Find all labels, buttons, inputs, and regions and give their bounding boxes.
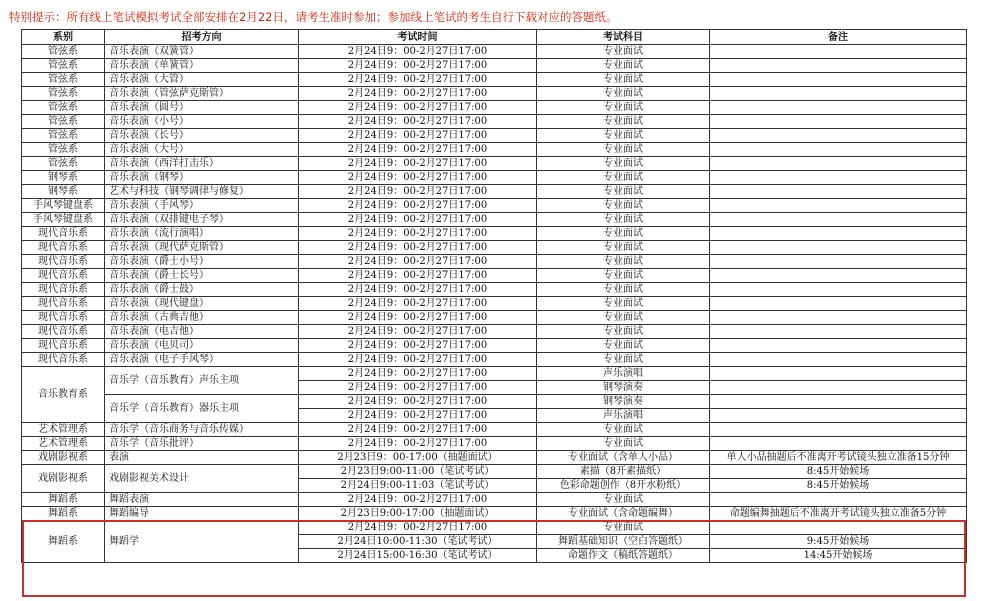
cell-direction: 音乐表演（爵士鼓） bbox=[105, 283, 299, 297]
cell-remark bbox=[710, 493, 967, 507]
table-body bbox=[22, 45, 967, 563]
cell-subject: 声乐演唱 bbox=[537, 409, 710, 423]
table-row bbox=[22, 59, 967, 73]
cell-dept: 管弦系 bbox=[22, 115, 105, 129]
cell-direction: 音乐表演（双排键电子琴） bbox=[105, 213, 299, 227]
cell-remark: 命题编舞抽题后不准离开考试镜头独立准备5分钟 bbox=[710, 507, 967, 521]
cell-time: 2月24日9：00-2月27日17:00 bbox=[299, 493, 537, 507]
cell-remark bbox=[710, 129, 967, 143]
cell-dept: 手风琴键盘系 bbox=[22, 199, 105, 213]
cell-dept: 艺术管理系 bbox=[22, 423, 105, 437]
cell-remark: 8:45开始候场 bbox=[710, 465, 967, 479]
table-row bbox=[22, 297, 967, 311]
cell-direction: 音乐表演（爵士小号） bbox=[105, 255, 299, 269]
cell-dept: 钢琴系 bbox=[22, 185, 105, 199]
cell-remark bbox=[710, 157, 967, 171]
table-row bbox=[22, 325, 967, 339]
cell-subject: 舞蹈基础知识（空白答题纸） bbox=[537, 535, 710, 549]
cell-time: 2月24日9：00-2月27日17:00 bbox=[299, 157, 537, 171]
table-row bbox=[22, 507, 967, 521]
cell-dept: 音乐教育系 bbox=[22, 367, 105, 423]
cell-subject: 素描（8开素描纸） bbox=[537, 465, 710, 479]
cell-remark bbox=[710, 73, 967, 87]
table-row bbox=[22, 241, 967, 255]
cell-time: 2月24日9：00-2月27日17:00 bbox=[299, 255, 537, 269]
cell-time: 2月24日9：00-2月27日17:00 bbox=[299, 115, 537, 129]
cell-remark bbox=[710, 185, 967, 199]
cell-time: 2月24日9:00-11:03（笔试考试） bbox=[299, 479, 537, 493]
table-row bbox=[22, 521, 967, 535]
cell-remark bbox=[710, 311, 967, 325]
cell-dept: 现代音乐系 bbox=[22, 241, 105, 255]
cell-dept: 管弦系 bbox=[22, 59, 105, 73]
col-direction: 招考方向 bbox=[105, 30, 299, 45]
cell-direction: 音乐表演（钢琴） bbox=[105, 171, 299, 185]
cell-subject: 专业面试 bbox=[537, 353, 710, 367]
cell-remark bbox=[710, 199, 967, 213]
cell-dept: 现代音乐系 bbox=[22, 339, 105, 353]
cell-dept: 舞蹈系 bbox=[22, 493, 105, 507]
cell-subject: 专业面试 bbox=[537, 283, 710, 297]
cell-remark bbox=[710, 227, 967, 241]
table-row bbox=[22, 255, 967, 269]
cell-subject: 专业面试 bbox=[537, 423, 710, 437]
cell-dept: 现代音乐系 bbox=[22, 255, 105, 269]
cell-dept: 钢琴系 bbox=[22, 171, 105, 185]
cell-time: 2月24日9：00-2月27日17:00 bbox=[299, 227, 537, 241]
cell-direction: 舞蹈学 bbox=[105, 521, 299, 563]
table-row bbox=[22, 395, 967, 409]
cell-time: 2月24日9：00-2月27日17:00 bbox=[299, 199, 537, 213]
cell-remark bbox=[710, 87, 967, 101]
cell-remark bbox=[710, 241, 967, 255]
cell-time: 2月24日9：00-2月27日17:00 bbox=[299, 213, 537, 227]
cell-time: 2月24日9：00-2月27日17:00 bbox=[299, 423, 537, 437]
cell-remark bbox=[710, 325, 967, 339]
cell-subject: 专业面试 bbox=[537, 521, 710, 535]
cell-dept: 现代音乐系 bbox=[22, 353, 105, 367]
cell-direction: 音乐表演（小号） bbox=[105, 115, 299, 129]
cell-remark bbox=[710, 395, 967, 409]
cell-remark bbox=[710, 437, 967, 451]
header-row bbox=[22, 30, 967, 45]
cell-direction: 音乐表演（现代键盘） bbox=[105, 297, 299, 311]
cell-time: 2月24日9：00-2月27日17:00 bbox=[299, 59, 537, 73]
cell-time: 2月23日9：00-17:00（抽题面试） bbox=[299, 451, 537, 465]
cell-time: 2月24日9：00-2月27日17:00 bbox=[299, 129, 537, 143]
notice-text: 特别提示：所有线上笔试模拟考试全部安排在2月22日，请考生准时参加；参加线上笔试的考生自行下载对应的答题纸。 bbox=[9, 10, 618, 24]
cell-time: 2月24日9：00-2月27日17:00 bbox=[299, 437, 537, 451]
table-row bbox=[22, 269, 967, 283]
cell-subject: 专业面试 bbox=[537, 227, 710, 241]
table-row bbox=[22, 129, 967, 143]
cell-direction: 音乐表演（电贝司） bbox=[105, 339, 299, 353]
cell-remark bbox=[710, 353, 967, 367]
cell-time: 2月24日9：00-2月27日17:00 bbox=[299, 101, 537, 115]
cell-remark bbox=[710, 171, 967, 185]
cell-time: 2月24日9：00-2月27日17:00 bbox=[299, 45, 537, 59]
cell-subject: 专业面试 bbox=[537, 45, 710, 59]
cell-subject: 色彩命题创作（8开水粉纸） bbox=[537, 479, 710, 493]
cell-remark bbox=[710, 101, 967, 115]
table-row bbox=[22, 143, 967, 157]
cell-subject: 专业面试 bbox=[537, 199, 710, 213]
cell-direction: 音乐学（音乐批评） bbox=[105, 437, 299, 451]
cell-dept: 手风琴键盘系 bbox=[22, 213, 105, 227]
cell-time: 2月24日9：00-2月27日17:00 bbox=[299, 87, 537, 101]
cell-dept: 现代音乐系 bbox=[22, 325, 105, 339]
table-row bbox=[22, 283, 967, 297]
cell-subject: 专业面试 bbox=[537, 129, 710, 143]
cell-subject: 专业面试 bbox=[537, 115, 710, 129]
table-row bbox=[22, 367, 967, 381]
cell-direction: 音乐学（音乐教育）声乐主项 bbox=[105, 367, 299, 395]
cell-dept: 管弦系 bbox=[22, 143, 105, 157]
table-row bbox=[22, 115, 967, 129]
table-row bbox=[22, 45, 967, 59]
cell-remark bbox=[710, 59, 967, 73]
table-row bbox=[22, 437, 967, 451]
cell-direction: 音乐表演（管弦萨克斯管） bbox=[105, 87, 299, 101]
cell-remark bbox=[710, 339, 967, 353]
cell-subject: 专业面试（含单人小品） bbox=[537, 451, 710, 465]
cell-subject: 专业面试 bbox=[537, 311, 710, 325]
cell-direction: 音乐学（音乐教育）器乐主项 bbox=[105, 395, 299, 423]
cell-dept: 舞蹈系 bbox=[22, 507, 105, 521]
table-row bbox=[22, 199, 967, 213]
cell-remark bbox=[710, 269, 967, 283]
cell-subject: 专业面试 bbox=[537, 297, 710, 311]
cell-time: 2月23日9:00-17:00（抽题面试） bbox=[299, 507, 537, 521]
cell-direction: 音乐表演（圆号） bbox=[105, 101, 299, 115]
cell-time: 2月24日9：00-2月27日17:00 bbox=[299, 73, 537, 87]
cell-time: 2月24日9：00-2月27日17:00 bbox=[299, 297, 537, 311]
cell-dept: 现代音乐系 bbox=[22, 269, 105, 283]
cell-time: 2月24日9：00-2月27日17:00 bbox=[299, 325, 537, 339]
cell-direction: 音乐表演（双簧管） bbox=[105, 45, 299, 59]
cell-remark: 单人小品抽题后不准离开考试镜头独立准备15分钟 bbox=[710, 451, 967, 465]
table-row bbox=[22, 213, 967, 227]
cell-subject: 专业面试 bbox=[537, 101, 710, 115]
cell-dept: 舞蹈系 bbox=[22, 521, 105, 563]
cell-subject: 专业面试 bbox=[537, 143, 710, 157]
table-row bbox=[22, 465, 967, 479]
table-row bbox=[22, 171, 967, 185]
cell-subject: 专业面试 bbox=[537, 493, 710, 507]
cell-dept: 管弦系 bbox=[22, 129, 105, 143]
cell-time: 2月24日9：00-2月27日17:00 bbox=[299, 143, 537, 157]
cell-dept: 艺术管理系 bbox=[22, 437, 105, 451]
exam-schedule-table bbox=[21, 29, 967, 563]
cell-subject: 专业面试 bbox=[537, 157, 710, 171]
cell-direction: 戏剧影视美术设计 bbox=[105, 465, 299, 493]
cell-time: 2月24日9：00-2月27日17:00 bbox=[299, 381, 537, 395]
cell-direction: 音乐表演（单簧管） bbox=[105, 59, 299, 73]
cell-subject: 专业面试 bbox=[537, 59, 710, 73]
cell-remark: 8:45开始候场 bbox=[710, 479, 967, 493]
cell-direction: 艺术与科技（钢琴调律与修复） bbox=[105, 185, 299, 199]
cell-dept: 管弦系 bbox=[22, 87, 105, 101]
cell-subject: 声乐演唱 bbox=[537, 367, 710, 381]
cell-direction: 音乐表演（电子手风琴） bbox=[105, 353, 299, 367]
cell-dept: 管弦系 bbox=[22, 73, 105, 87]
cell-time: 2月24日9：00-2月27日17:00 bbox=[299, 353, 537, 367]
cell-subject: 专业面试 bbox=[537, 73, 710, 87]
cell-subject: 专业面试 bbox=[537, 241, 710, 255]
cell-direction: 音乐表演（电吉他） bbox=[105, 325, 299, 339]
cell-direction: 音乐表演（爵士长号） bbox=[105, 269, 299, 283]
cell-dept: 管弦系 bbox=[22, 45, 105, 59]
cell-direction: 音乐表演（大号） bbox=[105, 143, 299, 157]
cell-time: 2月24日9：00-2月27日17:00 bbox=[299, 241, 537, 255]
cell-time: 2月24日9：00-2月27日17:00 bbox=[299, 521, 537, 535]
cell-direction: 音乐学（音乐商务与音乐传媒） bbox=[105, 423, 299, 437]
table-row bbox=[22, 87, 967, 101]
cell-time: 2月24日9：00-2月27日17:00 bbox=[299, 311, 537, 325]
cell-direction: 音乐表演（西洋打击乐） bbox=[105, 157, 299, 171]
cell-remark: 9:45开始候场 bbox=[710, 535, 967, 549]
cell-subject: 钢琴演奏 bbox=[537, 395, 710, 409]
cell-remark bbox=[710, 255, 967, 269]
cell-time: 2月24日10:00-11:30（笔试考试） bbox=[299, 535, 537, 549]
cell-subject: 专业面试 bbox=[537, 339, 710, 353]
cell-subject: 专业面试 bbox=[537, 171, 710, 185]
cell-dept: 现代音乐系 bbox=[22, 311, 105, 325]
cell-dept: 现代音乐系 bbox=[22, 227, 105, 241]
table-row bbox=[22, 493, 967, 507]
cell-remark bbox=[710, 115, 967, 129]
cell-dept: 戏剧影视系 bbox=[22, 451, 105, 465]
cell-remark bbox=[710, 423, 967, 437]
cell-subject: 专业面试 bbox=[537, 325, 710, 339]
cell-remark bbox=[710, 381, 967, 395]
table-row bbox=[22, 339, 967, 353]
cell-direction: 舞蹈编导 bbox=[105, 507, 299, 521]
cell-time: 2月24日15:00-16:30（笔试考试） bbox=[299, 549, 537, 563]
cell-subject: 专业面试 bbox=[537, 437, 710, 451]
cell-remark bbox=[710, 297, 967, 311]
cell-remark bbox=[710, 143, 967, 157]
col-remark: 备注 bbox=[710, 30, 967, 45]
cell-subject: 专业面试 bbox=[537, 87, 710, 101]
cell-dept: 戏剧影视系 bbox=[22, 465, 105, 493]
cell-dept: 管弦系 bbox=[22, 101, 105, 115]
cell-time: 2月24日9：00-2月27日17:00 bbox=[299, 409, 537, 423]
cell-dept: 管弦系 bbox=[22, 157, 105, 171]
table-row bbox=[22, 185, 967, 199]
table-row bbox=[22, 227, 967, 241]
cell-time: 2月24日9：00-2月27日17:00 bbox=[299, 269, 537, 283]
cell-remark bbox=[710, 45, 967, 59]
cell-direction: 音乐表演（大管） bbox=[105, 73, 299, 87]
col-time: 考试时间 bbox=[299, 30, 537, 45]
cell-direction: 表演 bbox=[105, 451, 299, 465]
cell-remark bbox=[710, 213, 967, 227]
cell-time: 2月24日9：00-2月27日17:00 bbox=[299, 339, 537, 353]
cell-subject: 命题作文（稿纸答题纸） bbox=[537, 549, 710, 563]
cell-subject: 钢琴演奏 bbox=[537, 381, 710, 395]
cell-direction: 音乐表演（现代萨克斯管） bbox=[105, 241, 299, 255]
table-row bbox=[22, 73, 967, 87]
cell-remark bbox=[710, 367, 967, 381]
cell-time: 2月24日9：00-2月27日17:00 bbox=[299, 171, 537, 185]
cell-direction: 舞蹈表演 bbox=[105, 493, 299, 507]
cell-subject: 专业面试 bbox=[537, 185, 710, 199]
cell-time: 2月23日9:00-11:00（笔试考试） bbox=[299, 465, 537, 479]
cell-dept: 现代音乐系 bbox=[22, 297, 105, 311]
cell-dept: 现代音乐系 bbox=[22, 283, 105, 297]
cell-direction: 音乐表演（长号） bbox=[105, 129, 299, 143]
cell-subject: 专业面试 bbox=[537, 255, 710, 269]
table-row bbox=[22, 423, 967, 437]
cell-subject: 专业面试 bbox=[537, 213, 710, 227]
table-row bbox=[22, 157, 967, 171]
cell-subject: 专业面试（含命题编舞） bbox=[537, 507, 710, 521]
col-subject: 考试科目 bbox=[537, 30, 710, 45]
cell-remark bbox=[710, 409, 967, 423]
cell-time: 2月24日9：00-2月27日17:00 bbox=[299, 395, 537, 409]
cell-time: 2月24日9：00-2月27日17:00 bbox=[299, 283, 537, 297]
cell-direction: 音乐表演（手风琴） bbox=[105, 199, 299, 213]
cell-subject: 专业面试 bbox=[537, 269, 710, 283]
cell-remark bbox=[710, 283, 967, 297]
table-row bbox=[22, 353, 967, 367]
cell-time: 2月24日9：00-2月27日17:00 bbox=[299, 185, 537, 199]
cell-direction: 音乐表演（古典吉他） bbox=[105, 311, 299, 325]
table-row bbox=[22, 451, 967, 465]
cell-remark: 14:45开始候场 bbox=[710, 549, 967, 563]
cell-time: 2月24日9：00-2月27日17:00 bbox=[299, 367, 537, 381]
table-row bbox=[22, 101, 967, 115]
cell-remark bbox=[710, 521, 967, 535]
col-dept: 系别 bbox=[22, 30, 105, 45]
cell-direction: 音乐表演（流行演唱） bbox=[105, 227, 299, 241]
table-row bbox=[22, 311, 967, 325]
